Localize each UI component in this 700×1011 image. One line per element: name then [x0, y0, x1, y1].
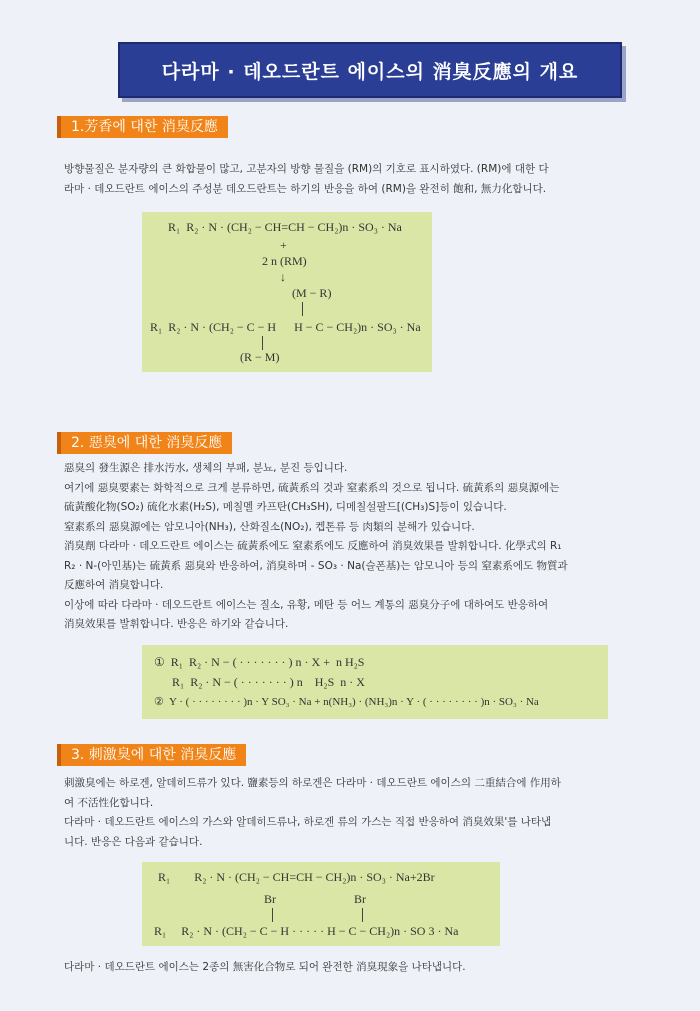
paragraph-line: 硫黃酸化物(SO₂) 硫化水素(H₂S), 메칠멜 카프탄(CH₃SH), 디메칠설팔드[(CH₃)S]등이 있습니다.: [64, 501, 507, 513]
section-3-heading: 3. 刺激臭에 대한 消臭反應: [57, 744, 246, 766]
section-1-heading: 1.芳香에 대한 消臭反應: [57, 116, 228, 138]
section-2-formula: [142, 645, 608, 719]
bond-line: [262, 336, 263, 350]
paragraph-line: 消臭劑 다라마 · 데오드란트 에이스는 硫黃系에도 窒素系에도 反應하여 消臭效果를 발휘합니다. 化學式의 R₁: [64, 540, 562, 552]
page-title: 다라마 · 데오드란트 에이스의 消臭反應의 개요: [118, 42, 622, 98]
formula-line: R₁ R₂ · N · (CH₂ − C − H H − C − CH₂)n · SO₃ · Na: [150, 320, 421, 334]
paragraph-line: 刺激臭에는 하로겐, 알데히드류가 있다. 鹽素등의 하로겐은 다라마 · 데오드란트 에이스의 二重結合에 作用하: [64, 777, 561, 789]
formula-line: +: [280, 238, 287, 252]
formula-line: R₁ R₂ · N · (CH₂ − C − H · · · · · H − C − CH₂)n · SO 3 · Na: [154, 924, 459, 938]
bond-line: [302, 302, 303, 316]
formula-line: ② Y · ( · · · · · · · · )n · Y SO₃ · Na + n(NH₃) · (NH₃)n · Y · ( · · · · · · · · )n · SO₃ · Na: [154, 696, 539, 708]
formula-line: (M − R): [292, 286, 332, 300]
paragraph-line: 이상에 따라 다라마 · 데오드란트 에이스는 질소, 유황, 메탄 등 어느 계통의 惡臭分子에 대하여도 반응하여: [64, 598, 549, 611]
formula-line: R₁ R₂ · N · (CH₂ − CH=CH − CH₂)n · SO₃ · Na: [168, 220, 402, 234]
paragraph-line: 反應하여 消臭합니다.: [64, 579, 164, 591]
paragraph-line: 방향물질은 분자량의 큰 화합물이 많고, 고분자의 방향 물질을 (RM)의 기호로 표시하였다. (RM)에 대한 다: [64, 163, 549, 175]
section-1-formula: [142, 212, 432, 372]
section-3-formula: [142, 862, 500, 946]
paragraph-line: 여 不活性化합니다.: [64, 796, 154, 809]
section-3-text: [64, 774, 678, 852]
section-1-text: [64, 160, 678, 199]
section-2-text: [64, 459, 678, 635]
bond-line: [362, 908, 363, 922]
formula-line: ↓: [280, 270, 286, 284]
paragraph-line: 라마 · 데오드란트 에이스의 주성분 데오드란트는 하기의 반응을 하여 (RM)을 완전히 飽和, 無力化합니다.: [64, 182, 547, 195]
paragraph-line: R₂ · N-(아민基)는 硫黃系 惡臭와 반응하여, 消臭하며 - SO₃ · Na(슬폰基)는 암모니아 등의 窒素系에도 物質과: [64, 559, 568, 572]
formula-line: Br: [264, 892, 276, 906]
formula-line: R₁ R₂ · N · (CH₂ − CH=CH − CH₂)n · SO₃ · Na+2Br: [158, 870, 435, 884]
formula-line: R₁ R₂ · N − ( · · · · · · · ) n H₂S n · X: [172, 675, 365, 689]
bond-line: [272, 908, 273, 922]
closing-text: 다라마 · 데오드란트 에이스는 2종의 無害化合物로 되어 완전한 消臭現象을 나타냅니다.: [64, 961, 466, 973]
section-2-heading: 2. 惡臭에 대한 消臭反應: [57, 432, 232, 454]
paragraph-line: 消臭效果를 발휘합니다. 반응은 하기와 같습니다.: [64, 618, 289, 630]
paragraph-line: 다라마 · 데오드란트 에이스의 가스와 알데히드류나, 하로겐 류의 가스는 직접 반응하여 消臭效果'를 나타냅: [64, 816, 552, 828]
paragraph-line: 窒素系의 惡臭源에는 암모니아(NH₃), 산화질소(NO₂), 켑톤류 등 肉類의 분해가 있습니다.: [64, 520, 475, 533]
paragraph-line: 니다. 반응은 다음과 같습니다.: [64, 835, 203, 848]
formula-line: ① R₁ R₂ · N − ( · · · · · · · ) n · X + n H₂S: [154, 655, 365, 669]
formula-line: 2 n (RM): [262, 254, 307, 268]
paragraph-line: 惡臭의 發生源은 排水汚水, 생체의 부패, 분뇨, 분진 등입니다.: [64, 462, 348, 474]
paragraph-line: 여기에 惡臭要素는 화학적으로 크게 분류하면, 硫黃系의 것과 窒素系의 것으로 됩니다. 硫黃系의 惡臭源에는: [64, 481, 560, 494]
formula-line: (R − M): [240, 350, 280, 364]
formula-line: Br: [354, 892, 366, 906]
